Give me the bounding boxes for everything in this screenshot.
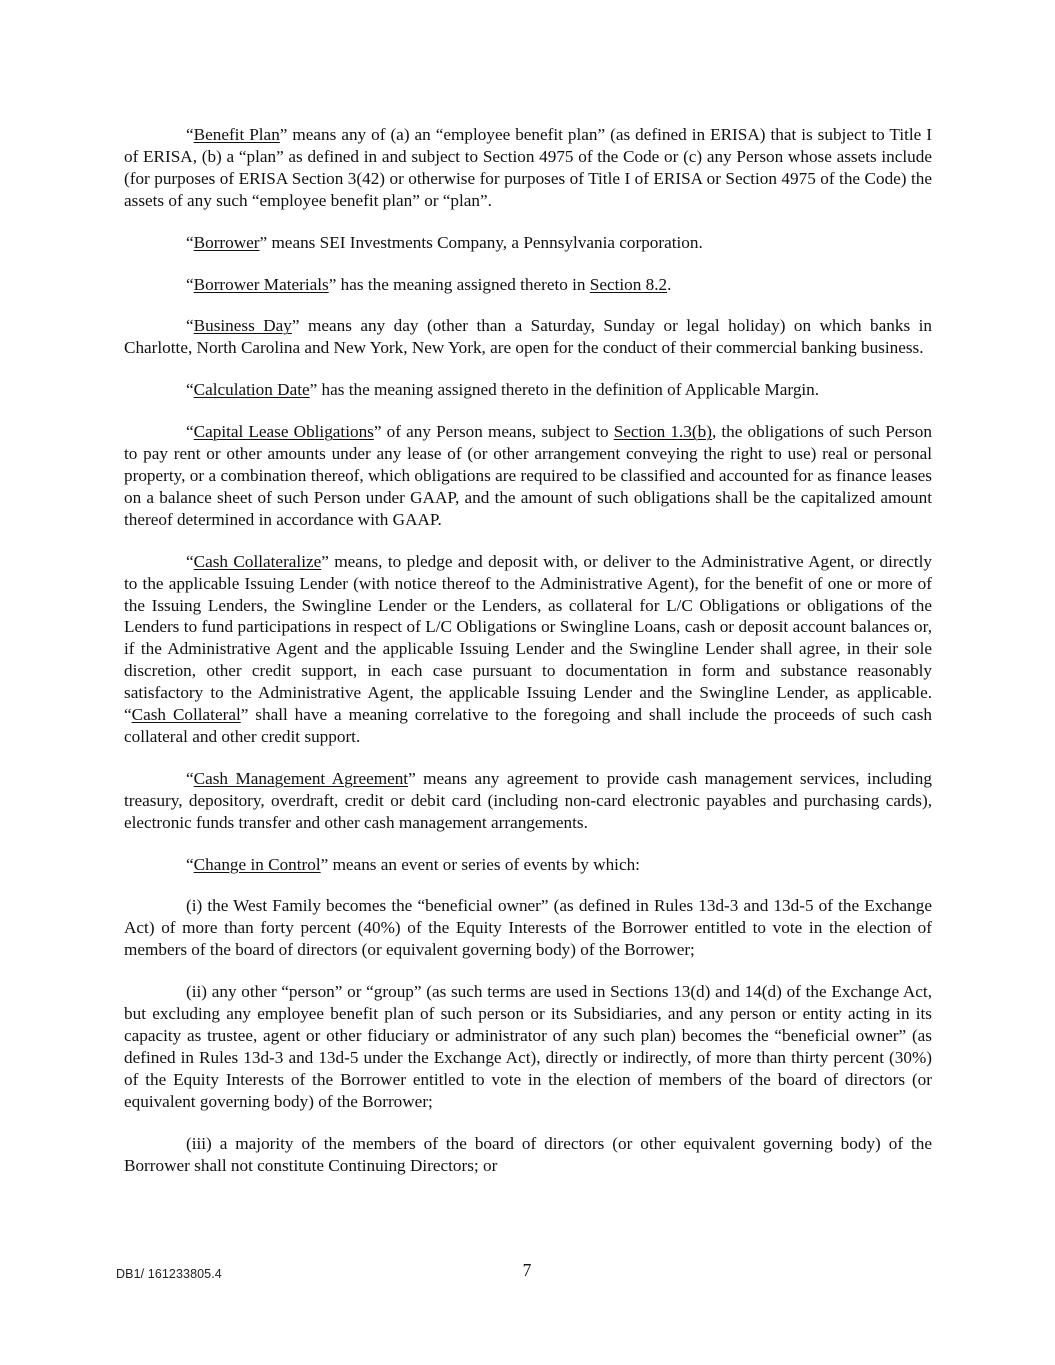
- defined-term: Change in Control: [193, 854, 321, 874]
- change-in-control-clause-ii: (ii) any other “person” or “group” (as such terms are used in Sections 13(d) and 14(d) of the Exchange Act, but excluding any employee benefit plan of such person or its Subsidiaries, and any person or entity acting in its capacity as trustee, agent or other fiduciary or administrator of any such plan) becomes the “beneficial owner” (as defined in Rules 13d-3 and 13d-5 under the Exchange Act), directly or indirectly, of more than thirty percent (30%) of the Equity Interests of the Borrower entitled to vote in the election of members of the board of directors (or equivalent governing body) of the Borrower;: [124, 982, 932, 1111]
- defined-term: Borrower: [193, 232, 260, 252]
- definition-business-day: “Business Day” means any day (other than a Saturday, Sunday or legal holiday) on which banks in Charlotte, North Carolina and New York, New York, are open for the conduct of their commercial banking business.: [124, 316, 933, 358]
- definition-cash-collateralize: “Cash Collateralize” means, to pledge and deposit with, or deliver to the Administrative Agent, or directly to the applicable Issuing Lender (with notice thereof to the Administrative Agent), for the benefit of one or more of the Issuing Lenders, the Swingline Lender or the Lenders, as collateral for L/C Obligations or obligations of the Lenders to fund participations in respect of L/C Obligations or Swingline Loans, cash or deposit account balances or, if the Administrative Agent and the applicable Issuing Lender and the Swingline Lender shall agree, in their sole discretion, other credit support, in each case pursuant to documentation in form and substance reasonably satisfactory to the Administrative Agent, the applicable Issuing Lender and the Swingline Lender, as applicable. “Cash Collateral” shall have a meaning correlative to the foregoing and shall include the proceeds of such cash collateral and other credit support.: [124, 551, 932, 746]
- defined-term: Cash Collateralize: [193, 551, 322, 571]
- change-in-control-clause-iii: (iii) a majority of the members of the board of directors (or other equivalent governing body) of the Borrower shall not constitute Continuing Directors; or: [124, 1133, 932, 1175]
- document-body: [124, 124, 932, 1196]
- section-reference: Section 1.3(b): [613, 422, 712, 442]
- document-id: DB1/ 161233805.4: [116, 1267, 222, 1281]
- definition-benefit-plan: “Benefit Plan” means any of (a) an “employee benefit plan” (as defined in ERISA) that is subject to Title I of ERISA, (b) a “plan” as defined in and subject to Section 4975 of the Code or (c) any Person whose assets include (for purposes of ERISA Section 3(42) or otherwise for purposes of Title I of ERISA or Section 4975 of the Code) the assets of any such “employee benefit plan” or “plan”.: [124, 125, 932, 210]
- defined-term: Borrower Materials: [193, 274, 329, 294]
- definition-calculation-date: “Calculation Date” has the meaning assigned thereto in the definition of Applicable Margin.: [186, 380, 820, 400]
- defined-term: Capital Lease Obligations: [193, 422, 374, 442]
- definition-capital-lease-obligations: “Capital Lease Obligations” of any Person means, subject to Section 1.3(b), the obligations of such Person to pay rent or other amounts under any lease of (or other arrangement conveying the right to use) real or personal property, or a combination thereof, which obligations are required to be classified and accounted for as finance leases on a balance sheet of such Person under GAAP, and the amount of such obligations shall be the capitalized amount thereof determined in accordance with GAAP.: [124, 422, 932, 529]
- page-number: 7: [522, 1260, 532, 1280]
- defined-term: Cash Collateral: [131, 705, 241, 725]
- defined-term: Business Day: [193, 316, 292, 336]
- change-in-control-clause-i: (i) the West Family becomes the “beneficial owner” (as defined in Rules 13d-3 and 13d-5 of the Exchange Act) of more than forty percent (40%) of the Equity Interests of the Borrower entitled to vote in the election of members of the board of directors (or equivalent governing body) of the Borrower;: [124, 896, 932, 960]
- definition-cash-management-agreement: “Cash Management Agreement” means any agreement to provide cash management services, including treasury, depository, overdraft, credit or debit card (including non-card electronic payables and purchasing cards), electronic funds transfer and other cash management arrangements.: [124, 768, 932, 832]
- definition-change-in-control: “Change in Control” means an event or series of events by which:: [186, 854, 640, 874]
- defined-term: Cash Management Agreement: [193, 768, 409, 788]
- definition-borrower-materials: “Borrower Materials” has the meaning assigned thereto in Section 8.2.: [186, 274, 672, 294]
- defined-term: Benefit Plan: [193, 125, 280, 144]
- definition-borrower: “Borrower” means SEI Investments Company, a Pennsylvania corporation.: [186, 232, 703, 252]
- defined-term: Calculation Date: [193, 380, 310, 400]
- section-reference: Section 8.2: [589, 274, 668, 294]
